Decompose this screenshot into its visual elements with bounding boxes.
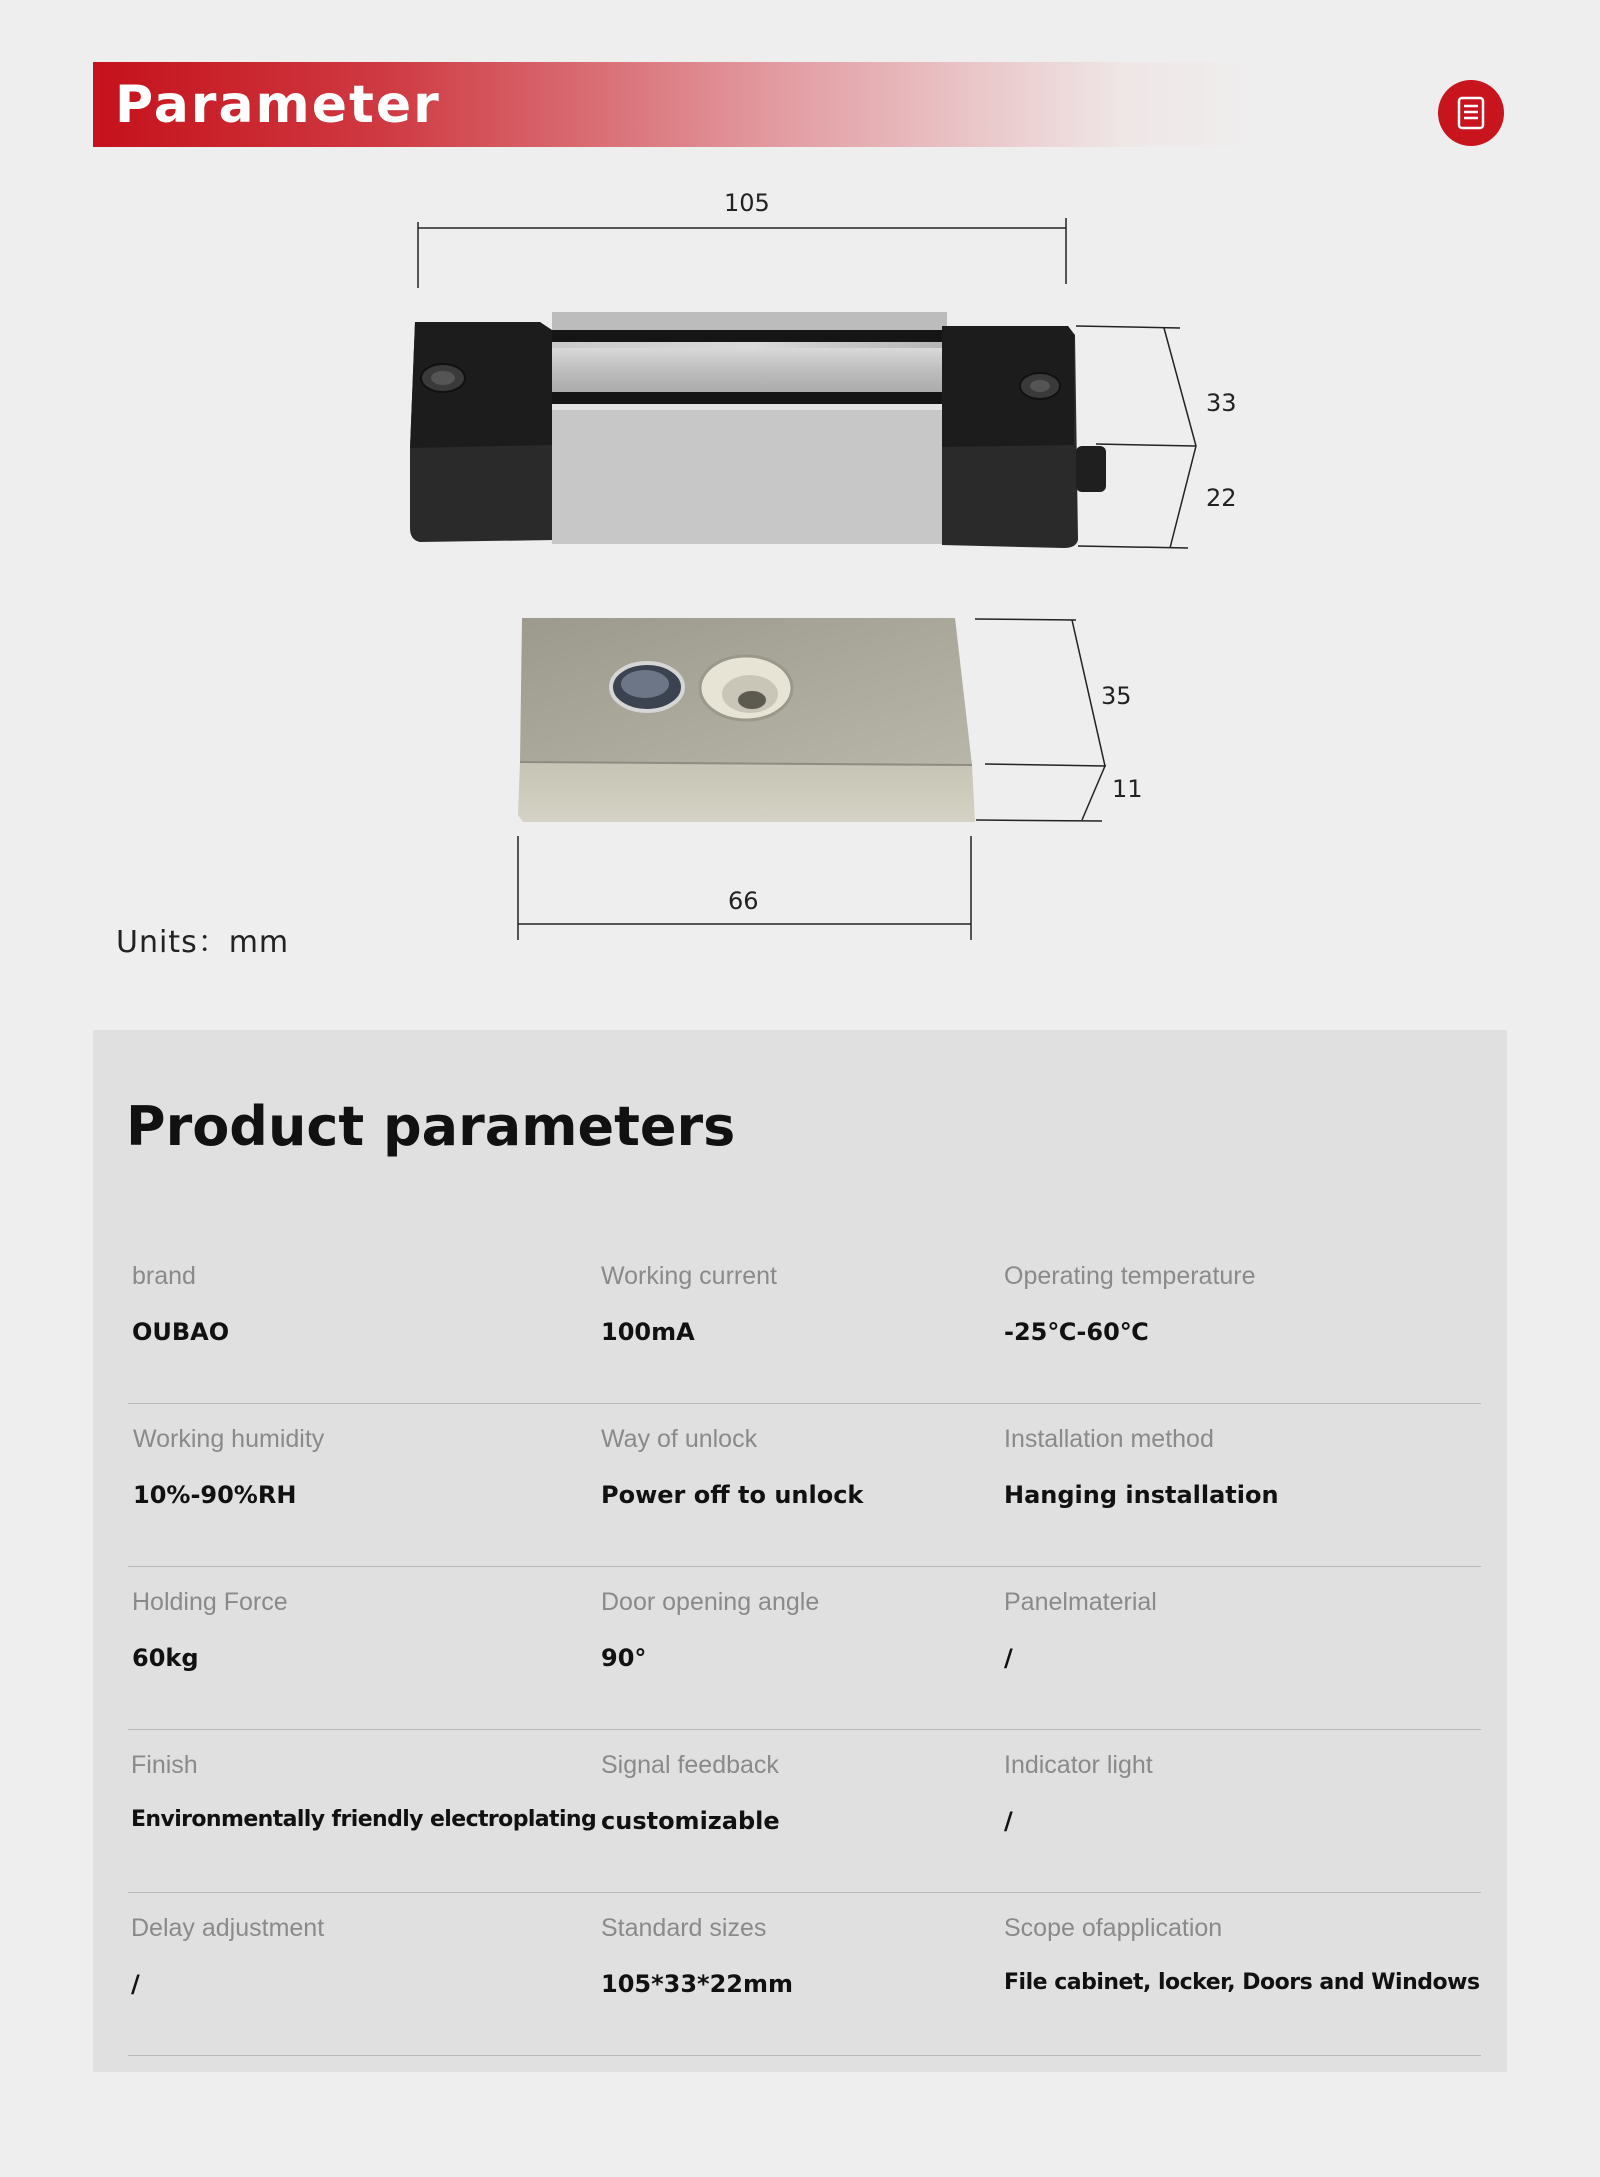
- plate-width-label: 35: [1101, 682, 1132, 710]
- param-label: Holding Force: [132, 1588, 288, 1616]
- parameter-row: [128, 1566, 1481, 1730]
- param-value: File cabinet, locker, Doors and Windows: [1004, 1970, 1480, 1995]
- param-label: Door opening angle: [601, 1588, 820, 1616]
- dimension-width-label: 33: [1206, 389, 1237, 417]
- units-note: Units：mm: [116, 925, 290, 960]
- param-value: Environmentally friendly electroplating: [131, 1807, 597, 1832]
- param-value: customizable: [601, 1807, 780, 1835]
- param-value: 60kg: [132, 1644, 199, 1672]
- param-label: Working current: [601, 1262, 777, 1290]
- param-value: /: [131, 1970, 140, 1998]
- section-title: Parameter: [115, 75, 441, 135]
- param-label: Standard sizes: [601, 1914, 767, 1942]
- param-value: OUBAO: [132, 1318, 230, 1346]
- param-label: Scope ofapplication: [1004, 1914, 1223, 1942]
- param-value: 10%-90%RH: [133, 1481, 297, 1509]
- param-label: brand: [132, 1262, 196, 1290]
- param-value: /: [1004, 1807, 1013, 1835]
- plate-height-label: 11: [1112, 775, 1143, 803]
- param-label: Indicator light: [1004, 1751, 1153, 1779]
- parameter-row: [128, 1892, 1481, 2056]
- param-value: /: [1004, 1644, 1013, 1672]
- dimension-drawing: [0, 0, 1600, 980]
- parameter-row: [128, 1729, 1481, 1893]
- panel-title: Product parameters: [126, 1095, 736, 1158]
- parameter-row: [128, 1403, 1481, 1567]
- dimension-height-lines: [1076, 326, 1196, 548]
- param-label: Finish: [131, 1751, 198, 1779]
- param-label: Working humidity: [133, 1425, 325, 1453]
- product-parameters-panel: [93, 1030, 1507, 2072]
- param-value: 100mA: [601, 1318, 695, 1346]
- plate-length-label: 66: [728, 887, 759, 915]
- dimension-length-label: 105: [724, 189, 770, 217]
- param-value: 105*33*22mm: [601, 1970, 794, 1998]
- param-label: Panelmaterial: [1004, 1588, 1157, 1616]
- parameter-row: [128, 1240, 1481, 1404]
- dimension-height-label: 22: [1206, 484, 1237, 512]
- param-label: Way of unlock: [601, 1425, 758, 1453]
- param-value: 90°: [601, 1644, 647, 1672]
- param-label: Installation method: [1004, 1425, 1214, 1453]
- dimension-length-line: [418, 218, 1066, 288]
- param-value: Power off to unlock: [601, 1481, 864, 1509]
- armature-plate-image: [518, 618, 975, 822]
- param-label: Signal feedback: [601, 1751, 779, 1779]
- param-value: -25℃-60℃: [1004, 1318, 1149, 1346]
- param-label: Operating temperature: [1004, 1262, 1256, 1290]
- param-value: Hanging installation: [1004, 1481, 1279, 1509]
- param-label: Delay adjustment: [131, 1914, 325, 1942]
- dimension-plate-lines: [975, 619, 1106, 821]
- magnetic-lock-image: [410, 312, 1106, 548]
